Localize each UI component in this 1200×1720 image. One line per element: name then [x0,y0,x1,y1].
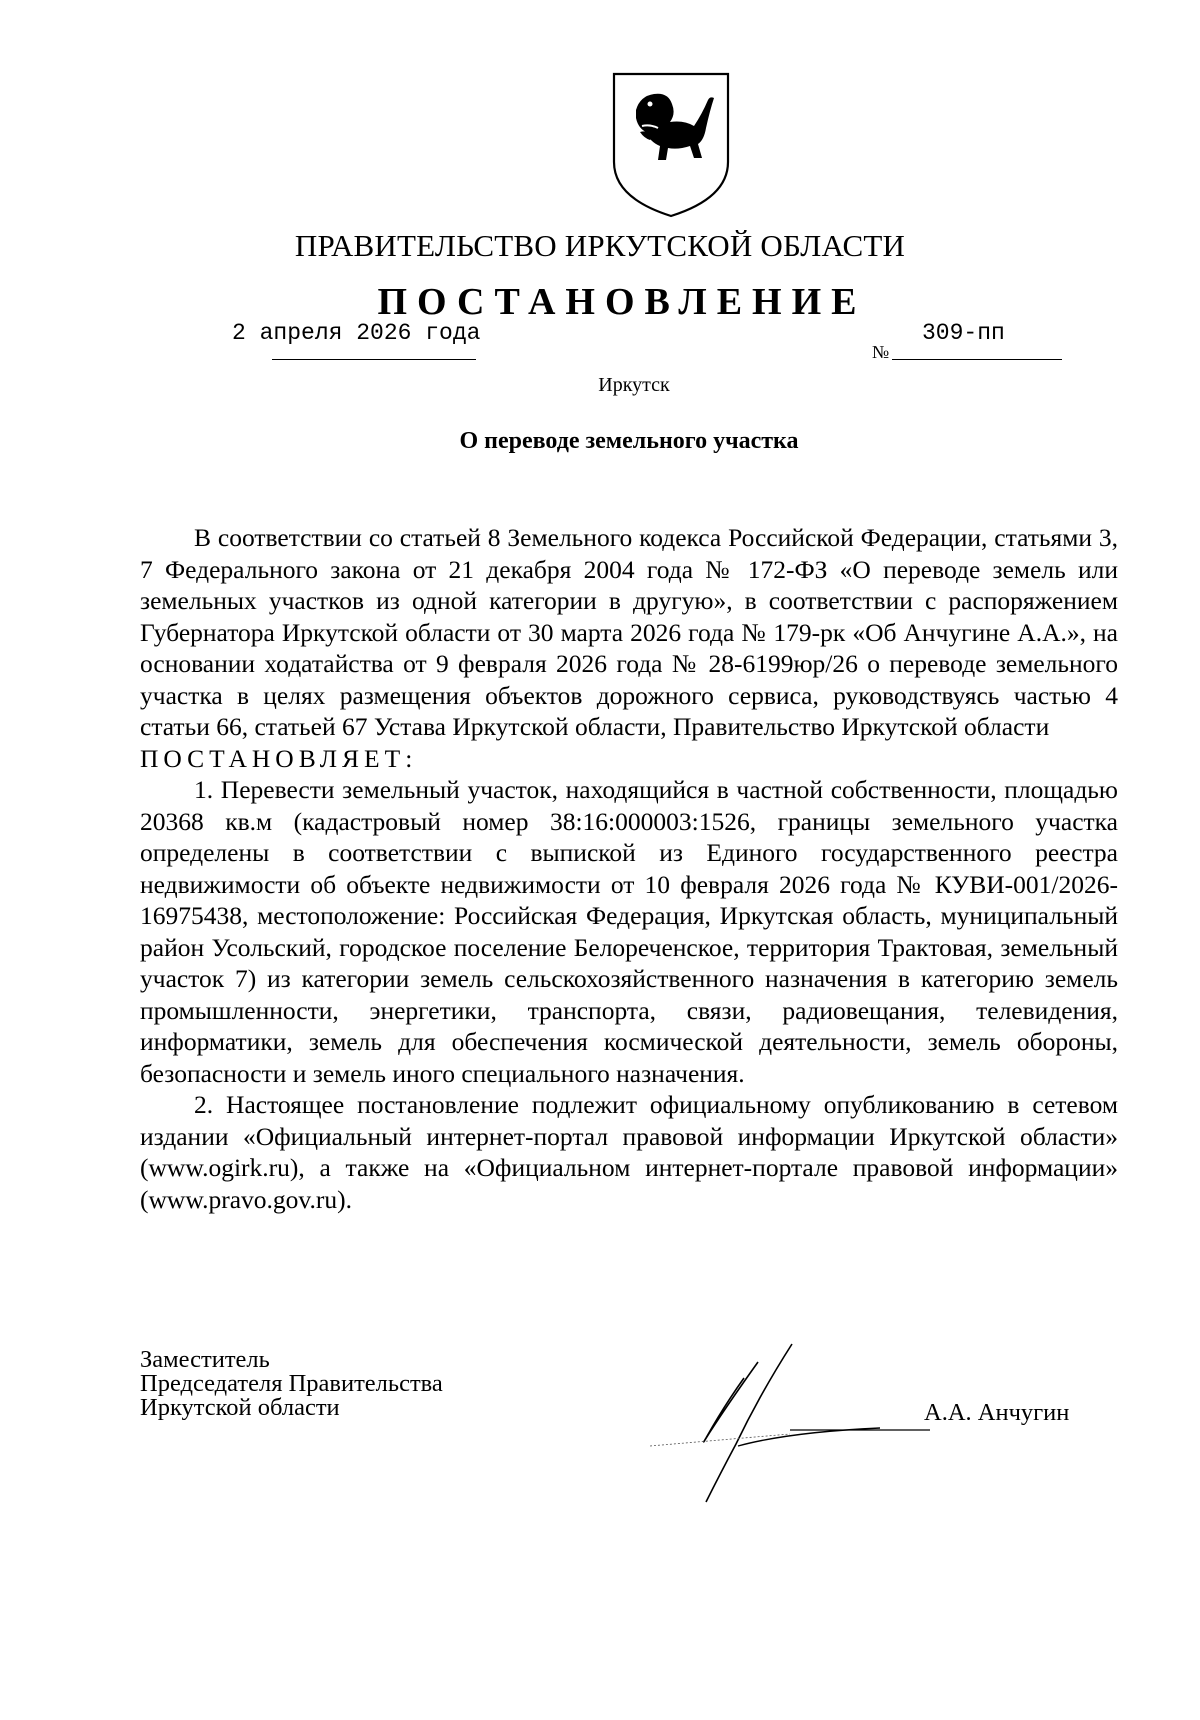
item-1-paragraph: 1. Перевести земельный участок, находящийся в частной собственности, площадью 20368 кв.м (кадастровый номер 38:16:000003:1526, границы земельного участка определены в соответствии с выпиской из Единого государственного реестра недвижимости об объекте недвижимости от 10 февраля 2026 года № КУВИ-001/2026-16975438, местоположение: Российская Федерация, Иркутская область, муниципальный район Усольский, городское поселение Белореченское, территория Трактовая, земельный участок 7) из категории земель сельскохозяйственного назначения в категорию земель промышленности, энергетики, транспорта, связи, радиовещания, телевидения, информатики, земель для обеспечения космической деятельности, земель обороны, безопасности и земель иного специального назначения. [140,775,1118,1088]
document-body [140,522,1118,1215]
date-underline [272,359,476,360]
position-line-3: Иркутской области [140,1394,340,1421]
item-2-paragraph: 2. Настоящее постановление подлежит официальному опубликованию в сетевом издании «Официальный интернет-портал правовой информации Иркутской области» (www.ogirk.ru), а также на «Официальном интернет-портале правовой информации» (www.pravo.gov.ru). [140,1090,1118,1214]
signatory-position [140,1348,443,1420]
handwritten-signature-icon [640,1334,960,1514]
preamble-paragraph: В соответствии со статьей 8 Земельного кодекса Российской Федерации, статьями 3, 7 Федерального закона от 21 декабря 2004 года № 172-ФЗ «О переводе земель или земельных участков из одной категории в другую», в соответствии с распоряжением Губернатора Иркутской области от 30 марта 2026 года № 179-рк «Об Анчугине А.А.», на основании ходатайства от 9 февраля 2026 года № 28-6199юр/26 о переводе земельного участка в целях размещения объектов дорожного сервиса, руководствуясь частью 4 статьи 66, статьей 67 Устава Иркутской области, Правительство Иркутской области [140,523,1118,741]
city: Иркутск [598,374,670,396]
resolve-heading: ПОСТАНОВЛЯЕТ: [140,743,418,773]
document-type-title: ПОСТАНОВЛЕНИЕ [377,281,867,323]
document-date: 2 апреля 2026 года [232,320,481,346]
position-line-2: Председателя Правительства [140,1370,443,1397]
position-line-1: Заместитель [140,1346,270,1373]
coat-of-arms-icon [606,70,736,220]
document-subject: О переводе земельного участка [459,428,799,454]
number-sign: № [872,342,890,362]
government-title: ПРАВИТЕЛЬСТВО ИРКУТСКОЙ ОБЛАСТИ [294,228,906,263]
document-number: 309-пп [922,320,1005,346]
signatory-name: А.А. Анчугин [924,1399,1070,1426]
number-underline [892,359,1062,360]
